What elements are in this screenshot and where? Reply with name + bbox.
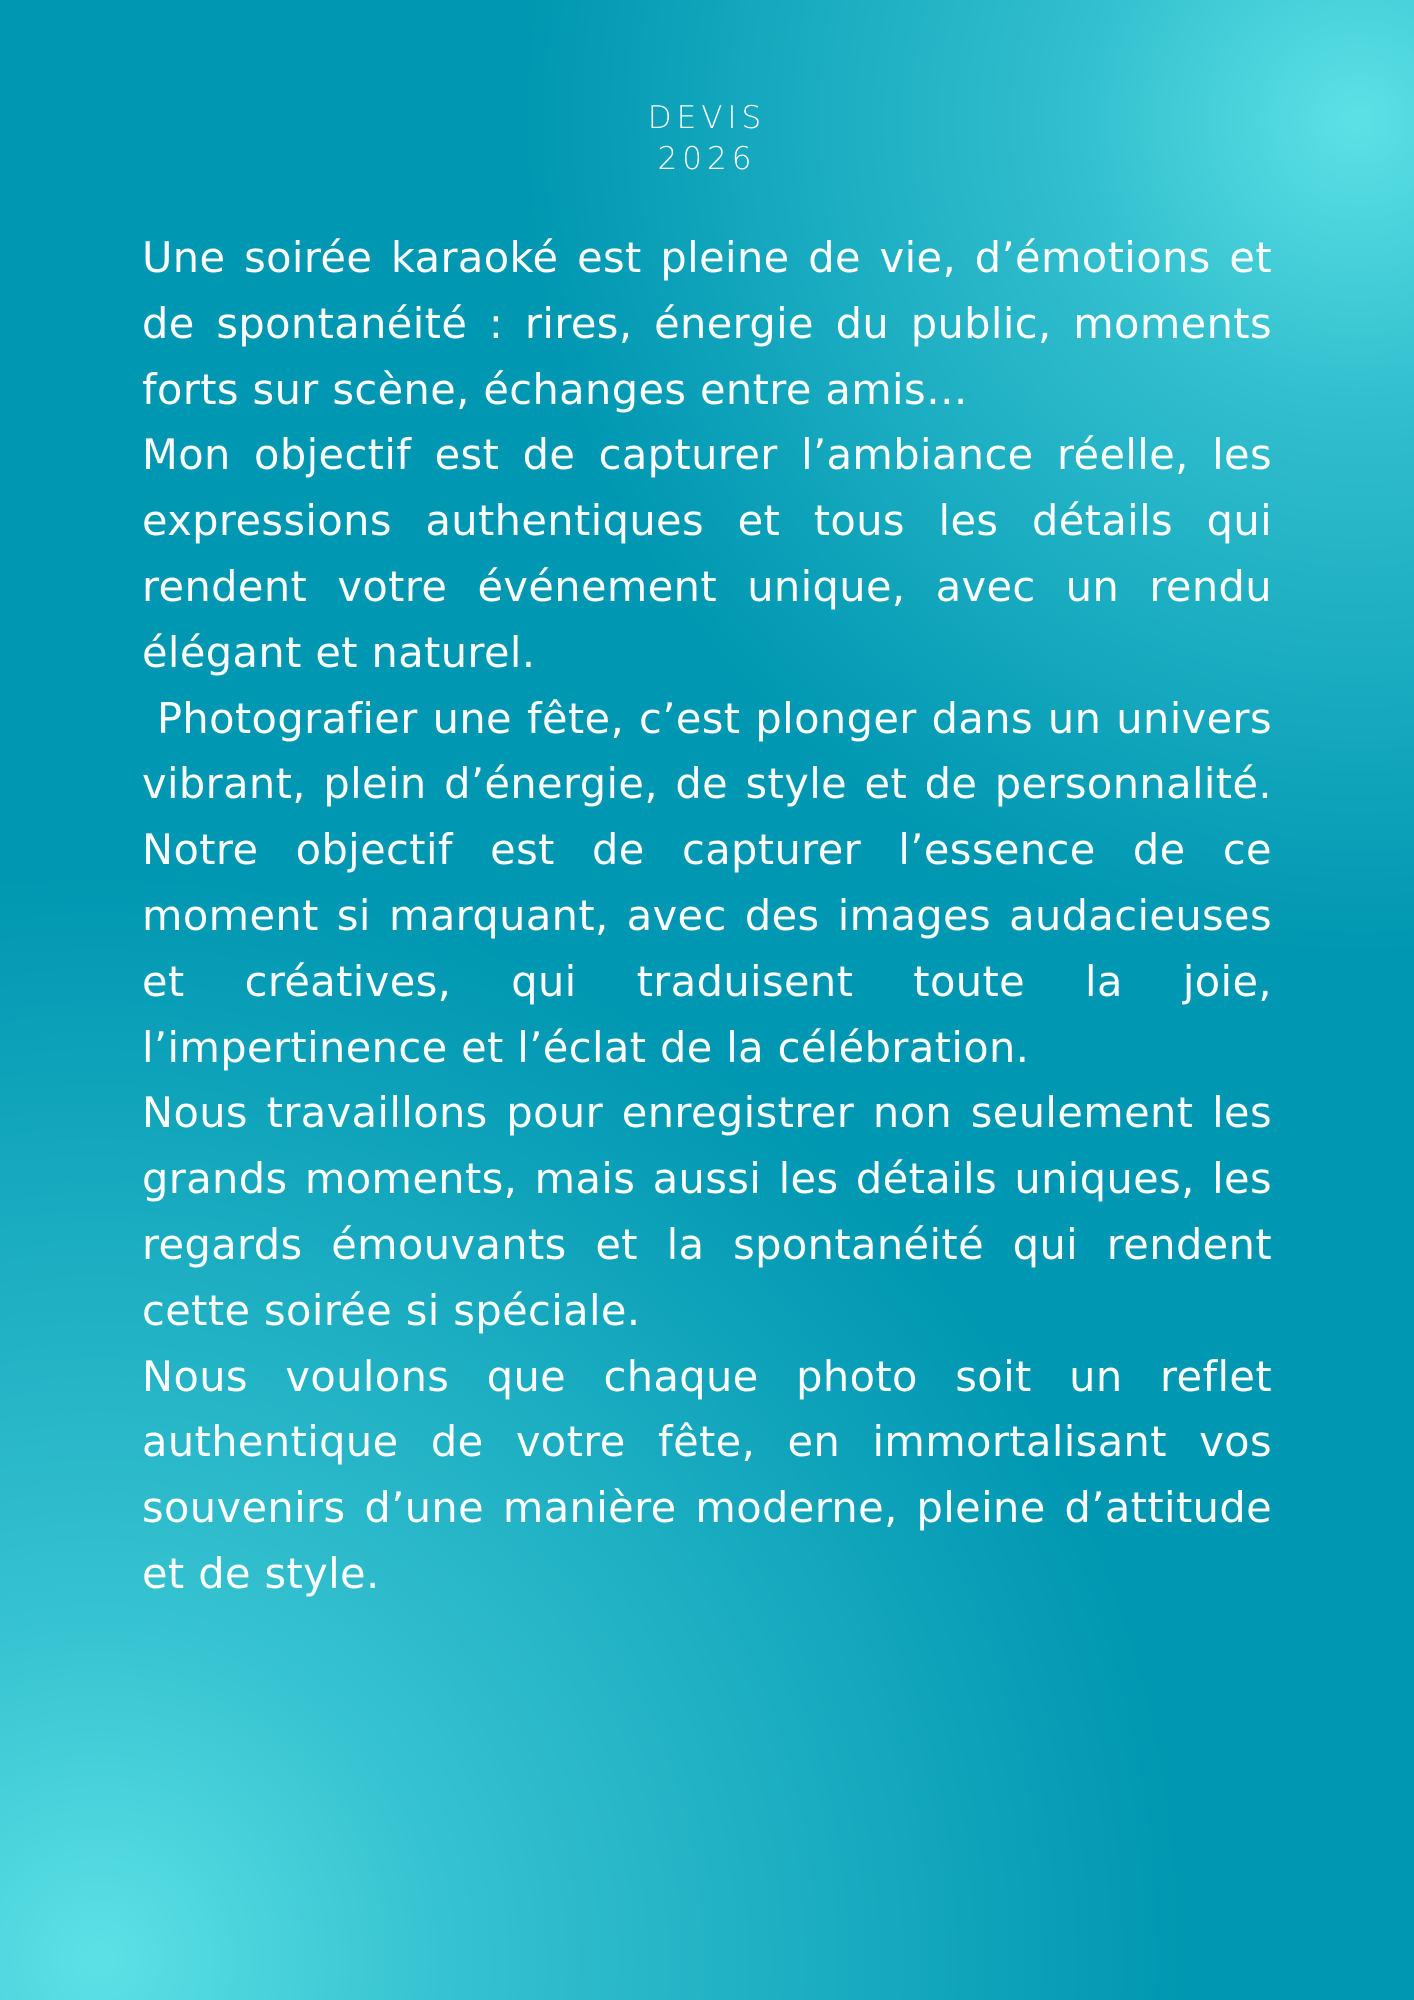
document-header [0, 98, 1414, 180]
paragraph-photography: Photografier une fête, c’est plonger dans un univers vibrant, plein d’énergie, de style et de personnalité. Notre objectif est de capturer l’essence de ce moment si marquant, avec des images audacieuses et créatives, qui traduisent toute la joie, l’impertinence et l’éclat de la célébration. [142, 693, 1272, 1072]
header-year: 2026 [657, 141, 757, 177]
body-text [142, 225, 1272, 1607]
paragraph-objective: Mon objectif est de capturer l’ambiance réelle, les expressions authentiques et tous les détails qui rendent votre événement unique, avec un rendu élégant et naturel. [142, 430, 1272, 677]
paragraph-closing: Nous voulons que chaque photo soit un reflet authentique de votre fête, en immortalisant vos souvenirs d’une manière moderne, pleine d’attitude et de style. [142, 1351, 1272, 1598]
header-title: DEVIS [647, 100, 767, 136]
paragraph-intro: Une soirée karaoké est pleine de vie, d’émotions et de spontanéité : rires, énergie du public, moments forts sur scène, échanges entre amis… [142, 233, 1272, 414]
paragraph-moments: Nous travaillons pour enregistrer non seulement les grands moments, mais aussi les détails uniques, les regards émouvants et la spontanéité qui rendent cette soirée si spéciale. [142, 1088, 1272, 1335]
